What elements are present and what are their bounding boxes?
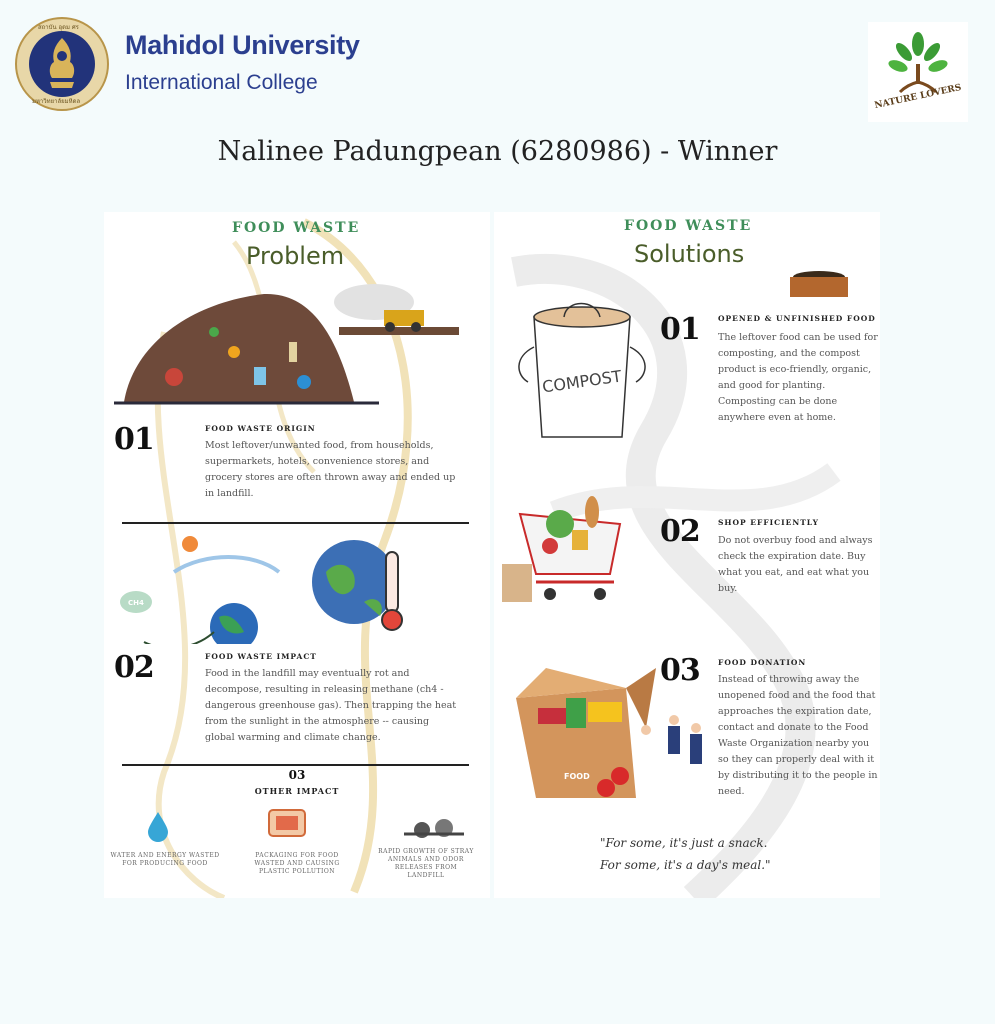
solution-item2-title: SHOP EFFICIENTLY	[718, 518, 819, 527]
other-impact-icons	[134, 804, 474, 844]
problem-item2-number: 02	[114, 650, 154, 685]
problem-item1-number: 01	[114, 422, 154, 457]
solution-item1-title: OPENED & UNFINISHED FOOD	[718, 314, 876, 323]
solution-item1-number: 01	[660, 312, 700, 347]
problem-heading: Problem	[246, 242, 345, 270]
problem-item3-title: OTHER IMPACT	[254, 786, 340, 796]
compost-bin-icon	[784, 267, 864, 307]
problem-item2-text: Food in the landfill may eventually rot and decompose, resulting in releasing methane (ch4 - dangerous greenhouse gas). Then trapping the heat from the sunlight in the atmosphere -- causing global warming and climate change.	[205, 668, 457, 743]
quote-line-2: For some, it's a day's meal."	[600, 858, 771, 872]
mahidol-seal-logo	[14, 16, 110, 112]
nature-lovers-logo	[868, 22, 968, 122]
university-name: Mahidol University	[125, 30, 360, 60]
divider-1	[122, 522, 469, 524]
compost-bag-illustration	[504, 287, 654, 447]
problem-item1-text: Most leftover/unwanted food, from households, supermarkets, hotels, convenience stores, and grocery stores are often thrown away and ended up in landfill.	[205, 440, 456, 499]
impact-packaging: PACKAGING FOR FOOD WASTED AND CAUSING PLASTIC POLLUTION	[254, 852, 340, 875]
landfill-illustration	[114, 272, 474, 407]
winner-caption: Nalinee Padungpean (6280986) - Winner	[217, 136, 778, 167]
problem-poster	[104, 212, 490, 898]
solution-item2-text: Do not overbuy food and always check the expiration date. Buy what you eat, and eat what you buy.	[718, 535, 873, 594]
impact-water-energy: WATER AND ENERGY WASTED FOR PRODUCING FOOD	[110, 852, 220, 867]
problem-item2-title: FOOD WASTE IMPACT	[205, 652, 317, 661]
problem-item3-number: 03	[288, 768, 306, 782]
divider-2	[122, 764, 469, 766]
compost-bag-label: COMPOST	[541, 366, 623, 397]
problem-kicker: FOOD WASTE	[232, 220, 361, 236]
seal-text-top: สถาบัน อุดม ศร	[38, 24, 79, 31]
nature-lovers-text: NATURE LOVERS	[873, 82, 963, 112]
methane-label: CH4	[128, 599, 144, 607]
college-name: International College	[125, 71, 318, 94]
solution-item3-text: Instead of throwing away the unopened food and the food that approaches the expiration date, contact and donate to the Food Waste Organization nearby you so they can properly deal with it by distributing it to the people in need.	[718, 674, 878, 797]
global-warming-illustration	[114, 532, 414, 644]
solutions-kicker: FOOD WASTE	[624, 218, 753, 234]
solution-item2-number: 02	[660, 514, 700, 549]
seal-text-bottom: มหาวิทยาลัยมหิดล	[32, 98, 81, 105]
problem-item1-title: FOOD WASTE ORIGIN	[205, 424, 316, 433]
solution-item1-text: The leftover food can be used for composting, and the compost product is eco-friendly, organic, and good for planting. Composting can be done anywhere even at home.	[718, 332, 878, 423]
impact-stray-animals: RAPID GROWTH OF STRAY ANIMALS AND ODOR RELEASES FROM LANDFILL	[378, 848, 474, 879]
donation-box-label: FOOD	[564, 772, 590, 781]
shopping-cart-illustration	[500, 494, 640, 616]
solutions-poster	[494, 212, 880, 898]
quote-line-1: "For some, it's just a snack.	[600, 836, 768, 850]
solutions-heading: Solutions	[634, 240, 745, 268]
solution-item3-number: 03	[660, 653, 700, 688]
solution-item3-title: FOOD DONATION	[718, 658, 807, 667]
